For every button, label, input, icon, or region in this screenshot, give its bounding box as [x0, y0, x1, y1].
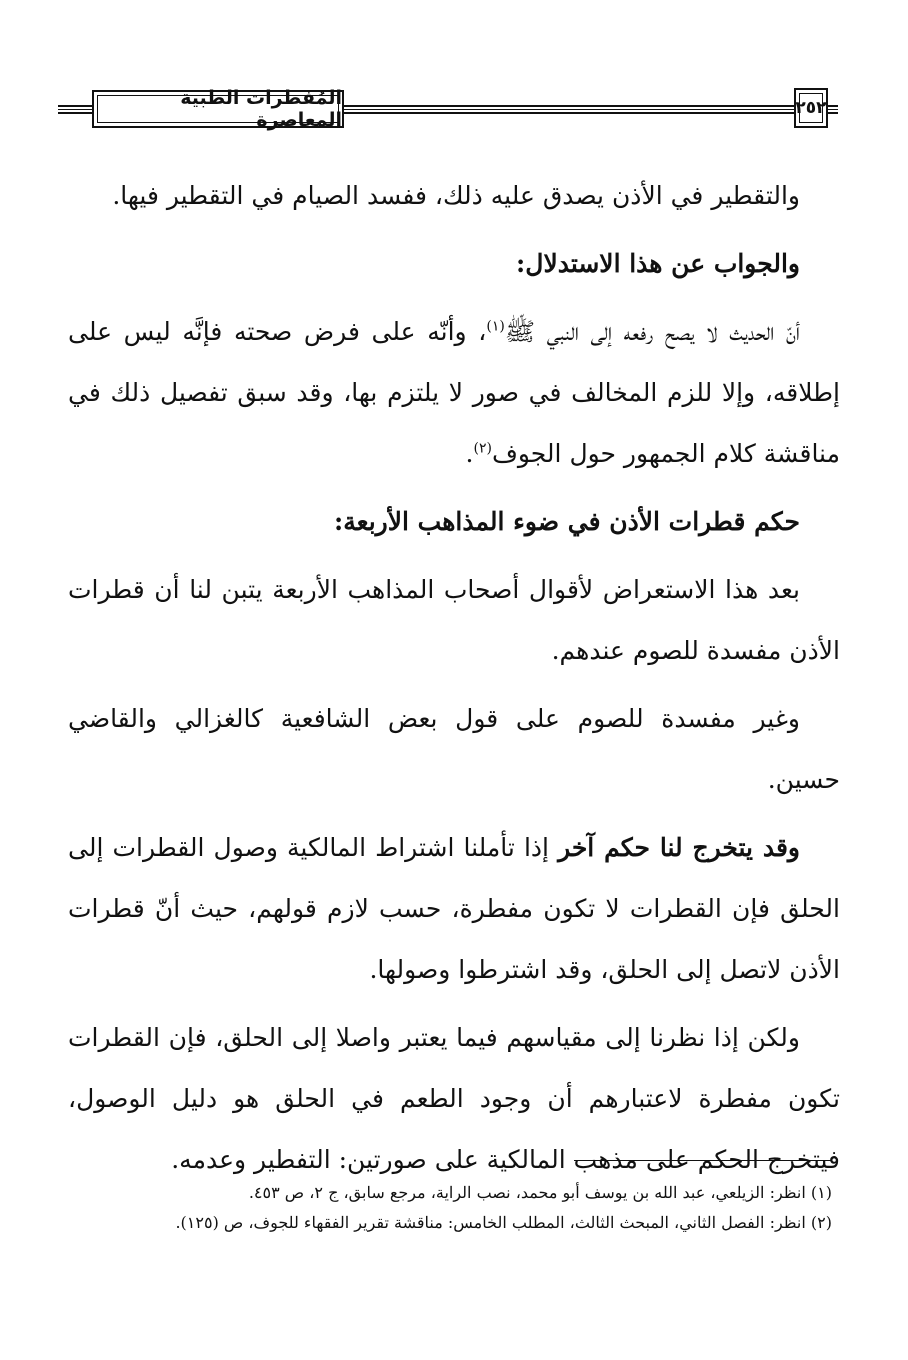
footnote-separator — [574, 1160, 832, 1161]
paragraph-text: . — [465, 439, 474, 468]
paragraph-text: أنّ الحديث لا يصح رفعه إلى النبي ﷺ — [504, 317, 800, 346]
book-title-frame — [92, 87, 344, 131]
paragraph: ولكن إذا نظرنا إلى مقياسهم فيما يعتبر واصلا إلى الحلق، فإن القطرات تكون مفطرة لاعتبارهم أن وجود الطعم في الحلق هو دليل الوصول، فيتخرج الحكم على مذهب المالكية على صورتين: التفطير وعدمه. — [68, 1023, 840, 1174]
page-number-frame — [794, 88, 828, 128]
paragraph: والتقطير في الأذن يصدق عليه ذلك، ففسد الصيام في التقطير فيها. — [112, 181, 800, 210]
paragraph: وغير مفسدة للصوم على قول بعض الشافعية كالغزالي والقاضي حسين. — [68, 704, 840, 794]
paragraph-lead: وقد يتخرج لنا حكم آخر — [558, 833, 800, 862]
paragraph — [68, 817, 840, 1000]
footnote-ref[interactable]: (١) — [486, 318, 505, 335]
running-header — [58, 88, 838, 130]
section-heading: حكم قطرات الأذن في ضوء المذاهب الأربعة: — [334, 507, 800, 536]
footnote-2: (٢) انظر: الفصل الثاني، المبحث الثالث، المطلب الخامس: مناقشة تقرير الفقهاء للجوف، ص (١٢٥). — [175, 1213, 832, 1232]
paragraph-text: إذا تأملنا اشتراط المالكية وصول القطرات إلى الحلق فإن القطرات لا تكون مفطرة، حسب لازم قولهم، حيث أنّ قطرات الأذن لاتصل إلى الحلق، وقد اشترطوا وصولها. — [68, 833, 840, 984]
page-number: ٢٥٢ — [795, 98, 827, 118]
book-title: المُفطرات الطبية المعاصرة — [180, 87, 342, 131]
main-text — [68, 165, 840, 1197]
header-rule-left — [58, 105, 92, 114]
footnote-ref[interactable]: (٢) — [473, 440, 492, 457]
paragraph — [68, 301, 840, 484]
paragraph-text: ، وأنّه على فرض صحته فإنَّه ليس على إطلاقه، وإلا للزم المخالف في صور لا يلتزم بها، وقد سبق تفصيل ذلك في مناقشة كلام الجمهور حول الجوف — [68, 317, 840, 468]
footnote-1: (١) انظر: الزيلعي، عبد الله بن يوسف أبو محمد، نصب الراية، مرجع سابق، ج ٢، ص ٤٥٣. — [248, 1183, 832, 1202]
paragraph: بعد هذا الاستعراض لأقوال أصحاب المذاهب الأربعة يتبن لنا أن قطرات الأذن مفسدة للصوم عندهم. — [68, 575, 840, 665]
header-rule-middle — [344, 105, 794, 114]
section-heading: والجواب عن هذا الاستدلال: — [516, 249, 800, 278]
header-rule-right — [828, 105, 838, 114]
footnotes — [80, 1178, 832, 1238]
